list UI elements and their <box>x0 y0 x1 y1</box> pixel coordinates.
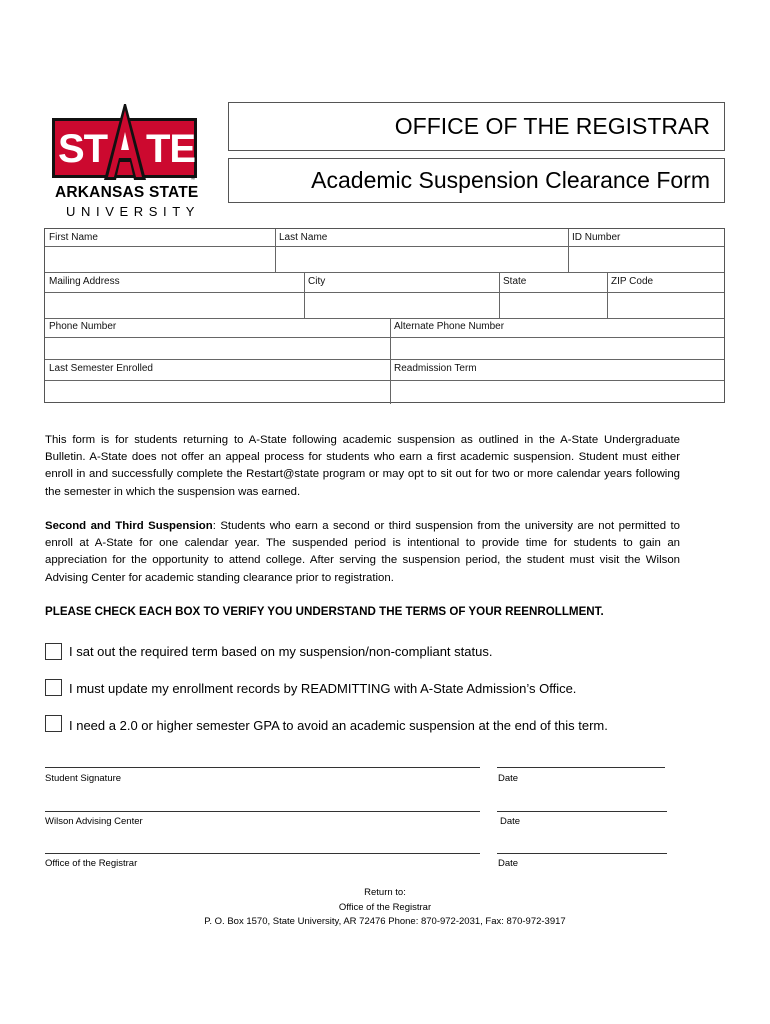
readmission-term-label: Readmission Term <box>394 363 477 374</box>
checkbox-readmit[interactable] <box>45 679 62 696</box>
phone-number-input[interactable] <box>46 338 389 358</box>
checkbox-label-readmit: I must update my enrollment records by READMITTING with A-State Admission’s Office. <box>69 681 577 696</box>
mailing-address-input[interactable] <box>46 293 303 317</box>
registrar-signature-label: Office of the Registrar <box>45 858 138 869</box>
checklist-heading: PLEASE CHECK EACH BOX TO VERIFY YOU UNDERSTAND THE TERMS OF YOUR REENROLLMENT. <box>45 605 604 618</box>
suspension-paragraph <box>45 518 680 587</box>
office-title: OFFICE OF THE REGISTRAR <box>228 102 725 151</box>
logo-wordmark: ARKANSAS STATE <box>55 184 199 201</box>
advising-date-label: Date <box>500 816 521 827</box>
form-title: Academic Suspension Clearance Form <box>228 158 725 203</box>
id-number-input[interactable] <box>569 247 724 271</box>
last-semester-label: Last Semester Enrolled <box>49 363 153 374</box>
suspension-heading: Second and Third Suspension <box>45 520 213 532</box>
student-date-label: Date <box>498 773 519 784</box>
phone-number-label: Phone Number <box>49 321 117 332</box>
logo-university: UNIVERSITY <box>66 204 201 219</box>
student-signature-line[interactable] <box>45 767 480 768</box>
checkbox-label-gpa: I need a 2.0 or higher semester GPA to avoid an academic suspension at the end of this term. <box>69 718 608 733</box>
registrar-date-label: Date <box>498 858 519 869</box>
last-semester-input[interactable] <box>46 381 389 402</box>
footer-address: P. O. Box 1570, State University, AR 72476 Phone: 870-972-2031, Fax: 870-972-3917 <box>204 916 566 927</box>
mailing-address-label: Mailing Address <box>49 276 120 287</box>
last-name-label: Last Name <box>279 232 328 243</box>
checkbox-sat-out[interactable] <box>45 643 62 660</box>
checkbox-gpa[interactable] <box>45 715 62 732</box>
svg-text:TE: TE <box>146 127 196 171</box>
readmission-term-input[interactable] <box>391 381 724 402</box>
state-label: State <box>503 276 527 287</box>
city-input[interactable] <box>305 293 498 317</box>
advising-signature-label: Wilson Advising Center <box>45 816 143 827</box>
svg-text:ST: ST <box>58 127 108 171</box>
footer-office: Office of the Registrar <box>338 902 432 913</box>
student-date-line[interactable] <box>497 767 665 768</box>
last-name-input[interactable] <box>276 247 567 271</box>
id-number-label: ID Number <box>572 232 621 243</box>
zip-code-label: ZIP Code <box>611 276 654 287</box>
advising-date-line[interactable] <box>497 811 667 812</box>
footer-return-to: Return to: <box>364 887 406 898</box>
advising-signature-line[interactable] <box>45 811 480 812</box>
zip-code-input[interactable] <box>608 293 724 317</box>
intro-paragraph: This form is for students returning to A-State following academic suspension as outlined in the A-State Undergraduate Bulletin. A-State does not offer an appeal process for students who earn a first academic suspension. Student must either enroll in and successfully complete the Restart@state program or may opt to sit out for two or more calendar years following the semester in which the suspension was earned. <box>45 434 680 498</box>
registrar-signature-line[interactable] <box>45 853 480 854</box>
checkbox-label-sat-out: I sat out the required term based on my suspension/non-compliant status. <box>69 644 493 659</box>
suspension-text: : Students who earn a second or third suspension from the university are not permitted to enroll at A-State for one calendar year. The suspended period is intentional to provide time for students to gain an appreciation for the opportunity to attend college. After serving the suspension period, the student must visit the Wilson Advising Center for academic standing clearance prior to registration. <box>45 520 680 584</box>
alternate-phone-label: Alternate Phone Number <box>394 321 505 332</box>
student-info-grid <box>44 228 725 403</box>
svg-text:™: ™ <box>190 177 195 182</box>
registrar-date-line[interactable] <box>497 853 667 854</box>
first-name-label: First Name <box>49 232 98 243</box>
state-input[interactable] <box>500 293 606 317</box>
first-name-input[interactable] <box>46 247 274 271</box>
student-signature-label: Student Signature <box>45 773 122 784</box>
alternate-phone-input[interactable] <box>391 338 724 358</box>
city-label: City <box>308 276 326 287</box>
arkansas-state-logo <box>52 104 197 182</box>
